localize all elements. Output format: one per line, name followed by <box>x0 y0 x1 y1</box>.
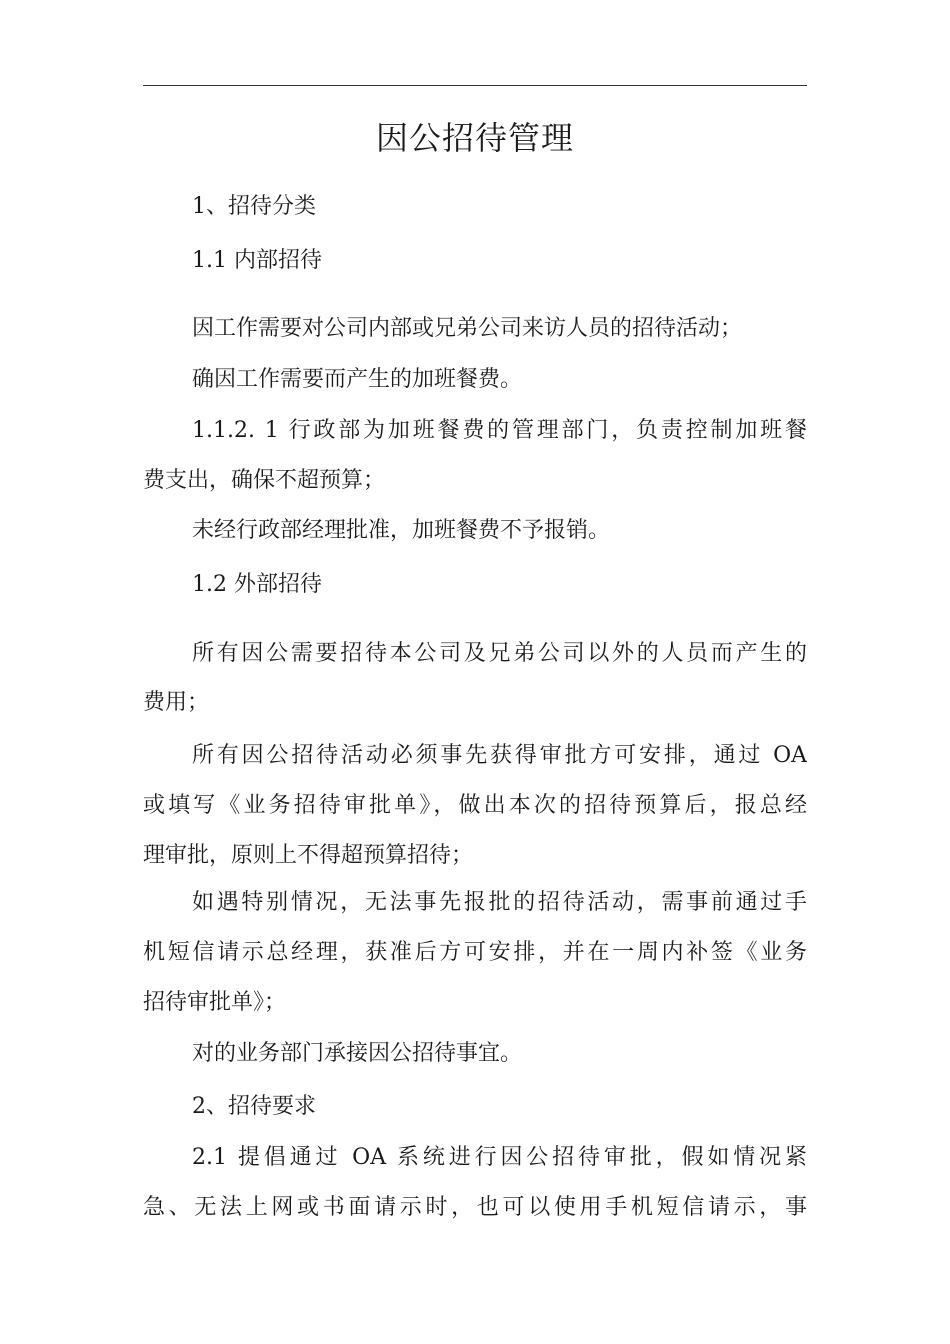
paragraph-line: 费支出，确保不超预算； <box>143 468 386 493</box>
paragraph-line: 或填写《业务招待审批单》，做出本次的招待预算后，报总经 <box>143 793 807 818</box>
paragraph-line: 机短信请示总经理，获准后方可安排，并在一周内补签《业务 <box>143 940 807 965</box>
subsection-heading: 1.2 外部招待 <box>192 572 322 597</box>
paragraph-line: 所有因公需要招待本公司及兄弟公司以外的人员而产生的 <box>192 641 807 666</box>
paragraph-line: 确因工作需要而产生的加班餐费。 <box>192 367 523 392</box>
section-heading: 1、招待分类 <box>192 194 316 219</box>
paragraph-line: 理审批，原则上不得超预算招待； <box>143 843 474 868</box>
subsection-heading: 1.1 内部招待 <box>192 248 322 273</box>
paragraph-line: 招待审批单》； <box>143 990 287 1015</box>
paragraph-line: 1.1.2. 1 行政部为加班餐费的管理部门，负责控制加班餐 <box>192 418 807 443</box>
paragraph-line: 因工作需要对公司内部或兄弟公司来访人员的招待活动； <box>192 316 743 341</box>
header-rule <box>143 85 807 86</box>
paragraph-line: 如遇特别情况，无法事先报批的招待活动，需事前通过手 <box>192 890 807 915</box>
paragraph-line: 费用； <box>143 690 210 715</box>
paragraph-line: 急、无法上网或书面请示时，也可以使用手机短信请示，事 <box>143 1195 807 1220</box>
document-title: 因公招待管理 <box>375 119 574 157</box>
paragraph-line: 2.1 提倡通过 OA 系统进行因公招待审批，假如情况紧 <box>192 1145 807 1170</box>
paragraph-line: 未经行政部经理批准，加班餐费不予报销。 <box>192 518 611 543</box>
paragraph-line: 对的业务部门承接因公招待事宜。 <box>192 1041 523 1066</box>
section-heading: 2、招待要求 <box>192 1094 316 1119</box>
paragraph-line: 所有因公招待活动必须事先获得审批方可安排，通过 OA <box>192 743 807 768</box>
